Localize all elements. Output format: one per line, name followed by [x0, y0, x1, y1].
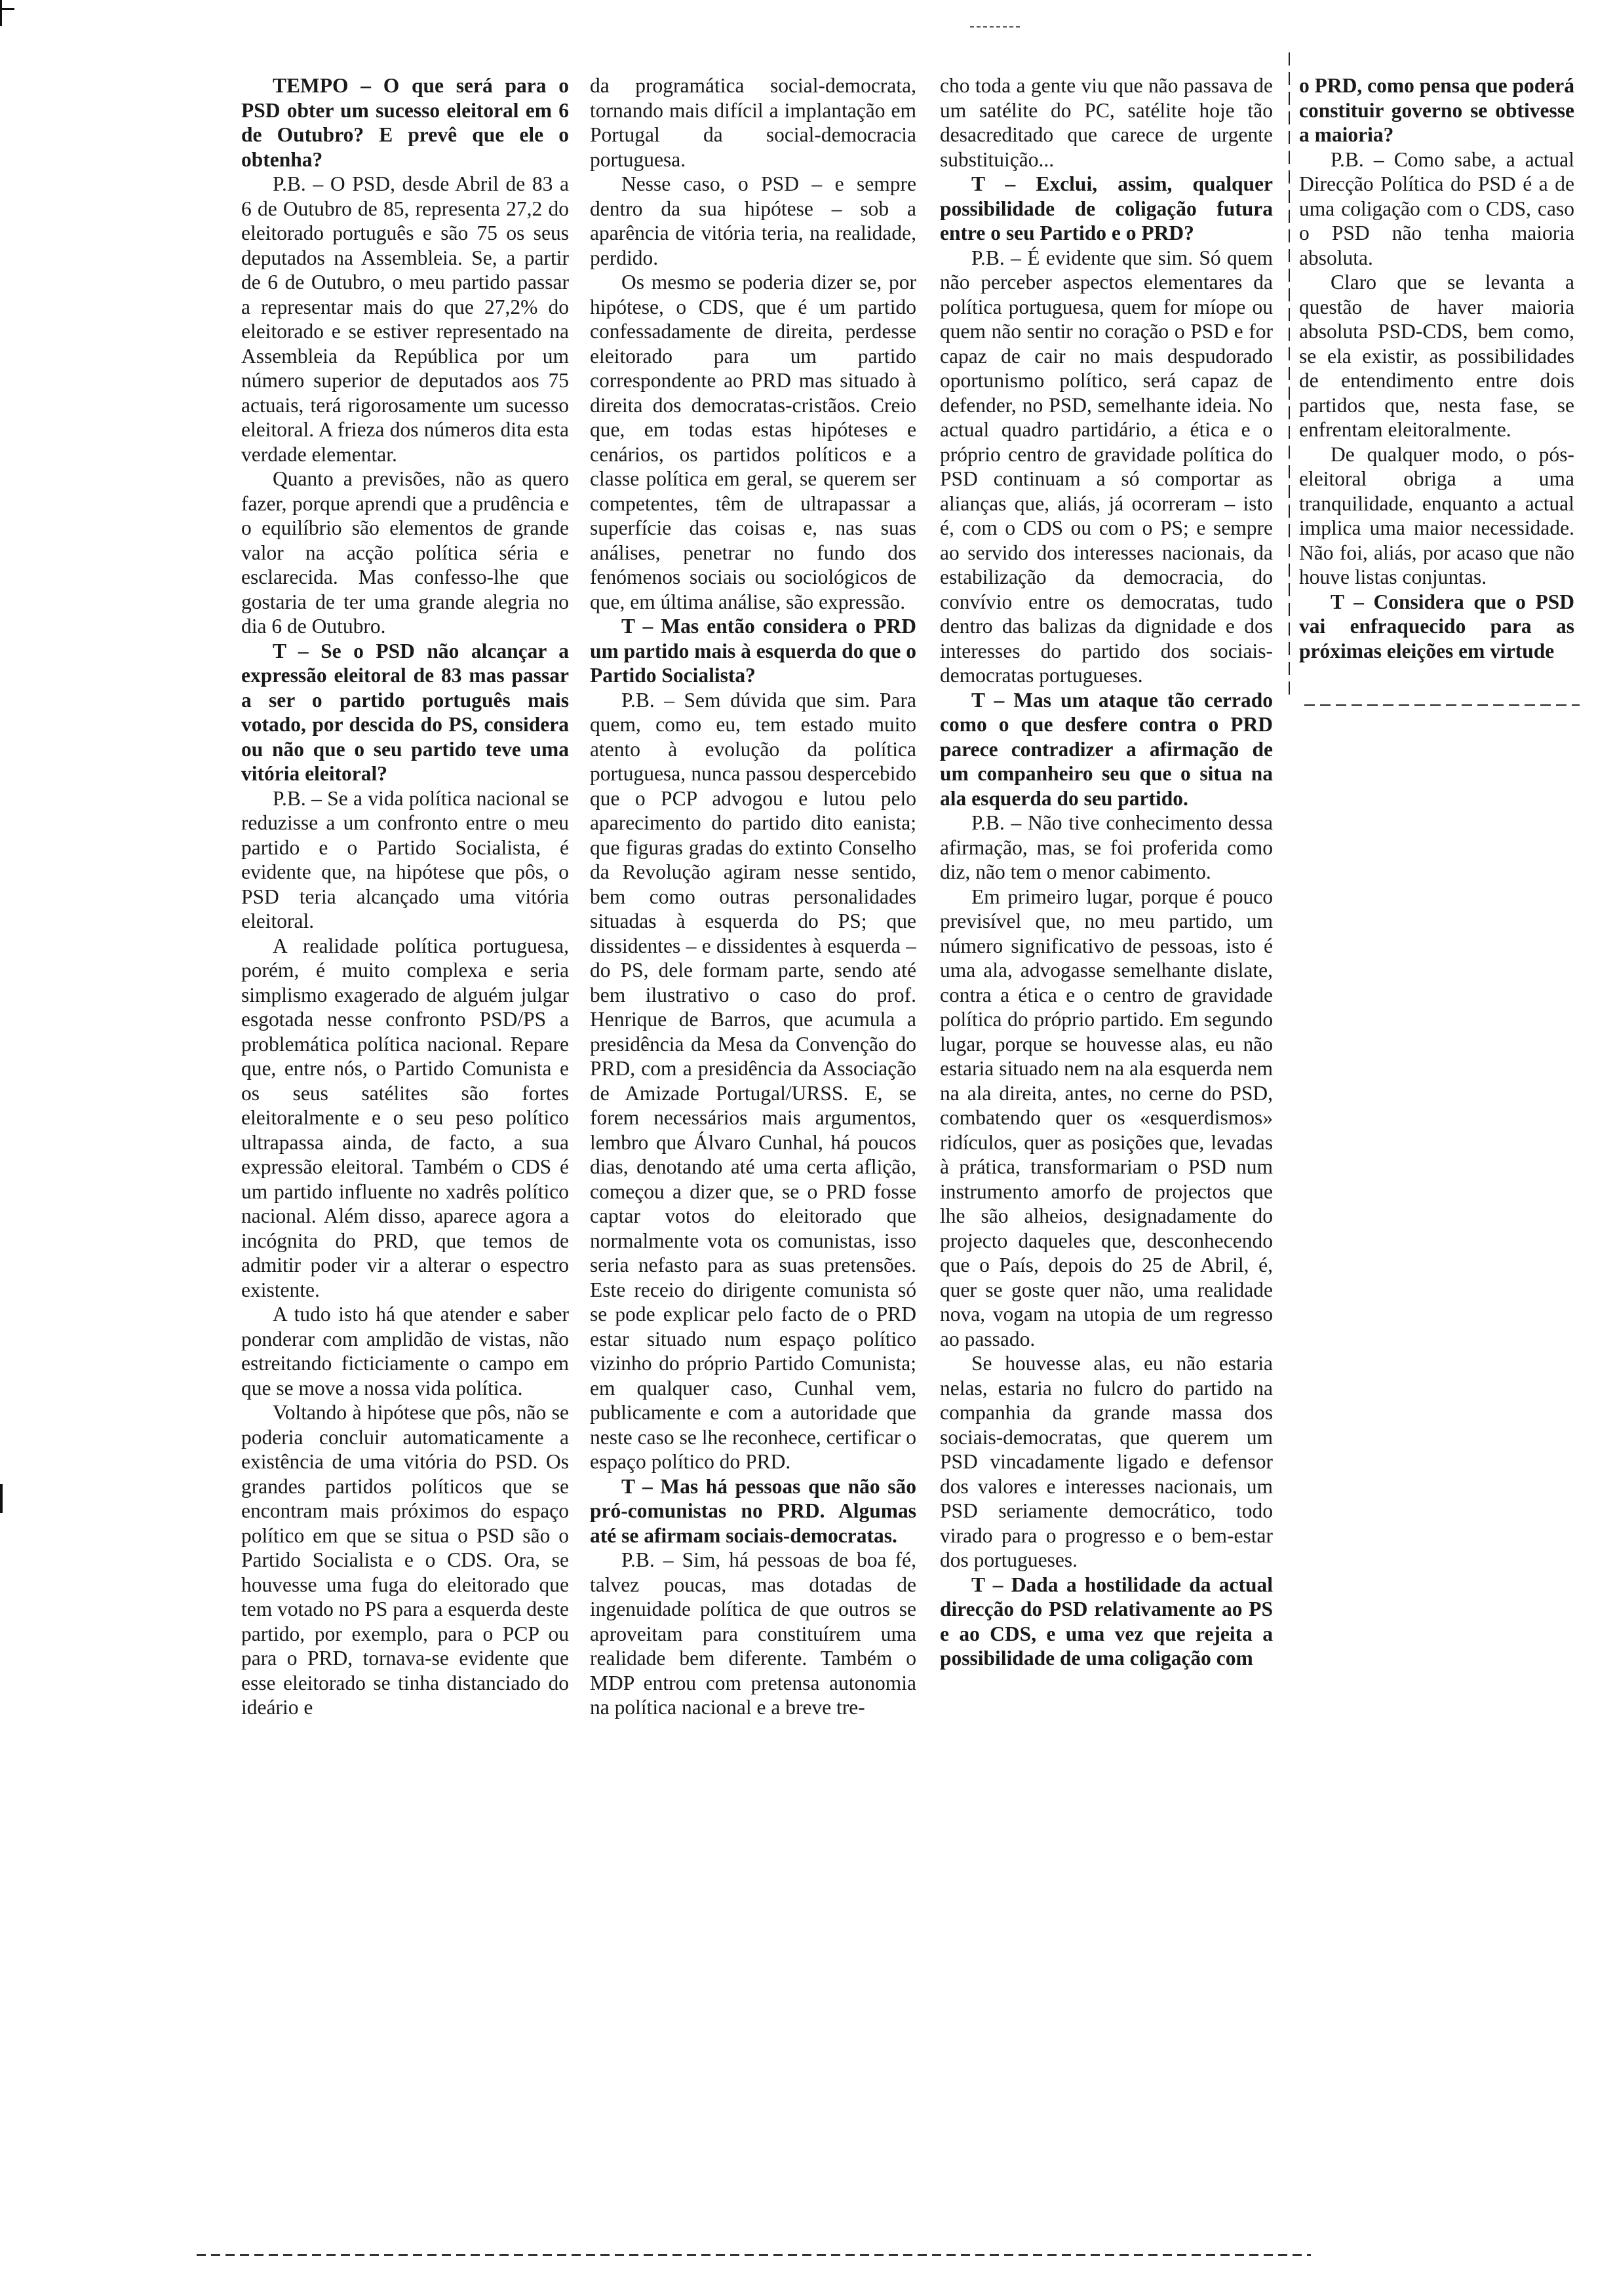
col2-paragraph-7: P.B. – Sim, há pessoas de boa fé, talvez poucas, mas dotadas de ingenuidade política de que outros se aproveitam para constituírem uma realidade bem diferente. Também o MDP entrou com pretensa autonomia na política nacional e a breve tre-	[590, 1548, 916, 1719]
col4-paragraph-5: T – Considera que o PSD vai enfraquecido para as próximas eleições em virtude	[1299, 590, 1574, 662]
scan-edge-mark-top	[0, 0, 2, 26]
col4-paragraph-1: o PRD, como pensa que poderá constituir governo se obtivesse a maioria?	[1299, 74, 1574, 146]
col2-paragraph-2: Nesse caso, o PSD – e sempre dentro da sua hipótese – sob a aparência de vitória teria, na realidade, perdido.	[590, 172, 916, 269]
scan-edge-mark-top-h	[0, 8, 14, 10]
column-3	[940, 73, 1273, 2229]
col2-paragraph-6: T – Mas há pessoas que não são pró-comunistas no PRD. Algumas até se afirmam sociais-democratas.	[590, 1474, 916, 1547]
col2-paragraph-4: T – Mas então considera o PRD um partido mais à esquerda do que o Partido Socialista?	[590, 615, 916, 687]
col2-paragraph-3: Os mesmo se poderia dizer se, por hipótese, o CDS, que é um partido confessadamente de direita, perdesse eleitorado para um partido correspondente ao PRD mas situado à direita dos democratas-cristãos. Creio que, em todas estas hipóteses e cenários, os partidos políticos e a classe política em geral, se querem ser competentes, têm de ultrapassar a superfície das coisas e, nas suas análises, penetrar no fundo dos fenómenos sociais ou sociológicos de que, em última análise, são expressão.	[590, 271, 916, 613]
col3-paragraph-5: P.B. – Não tive conhecimento dessa afirmação, mas, se foi proferida como diz, não tem o menor cabimento.	[940, 811, 1273, 883]
col2-paragraph-5: P.B. – Sem dúvida que sim. Para quem, como eu, tem estado muito atento à evolução da política portuguesa, nunca passou despercebido que o PCP advogou e lutou pelo aparecimento do partido dito eanista; que figuras gradas do extinto Conselho da Revolução agiram nesse sentido, bem como outras personalidades situadas à esquerda do PS; que dissidentes – e dissidentes à esquerda – do PS, dele formam parte, sendo até bem ilustrativo o caso do prof. Henrique de Barros, que acumula a presidência da Mesa da Convenção do PRD, com a presidência da Associação de Amizade Portugal/URSS. E, se forem necessários mais argumentos, lembro que Álvaro Cunhal, há poucos dias, denotando até uma certa aflição, começou a dizer que, se o PRD fosse captar votos do eleitorado que normalmente vota os comunistas, isso seria nefasto para as suas pretensões. Este receio do dirigente comunista só se pode explicar pelo facto de o PRD estar situado num espaço político vizinho do próprio Partido Comunista; em qualquer caso, Cunhal vem, publicamente e com a autoridade que neste caso se lhe reconhece, certificar o espaço político do PRD.	[590, 688, 916, 1473]
col1-paragraph-3: Quanto a previsões, não as quero fazer, porque aprendi que a prudência e o equilíbrio são elementos de grande valor na acção política séria e esclarecida. Mas confesso-lhe que gostaria de ter uma grande alegria no dia 6 de Outubro.	[241, 467, 569, 638]
col3-paragraph-3: P.B. – É evidente que sim. Só quem não perceber aspectos elementares da política portuguesa, quem for míope ou quem não sentir no coração o PSD e for capaz de cair no mais despudorado oportunismo político, será capaz de defender, no PSD, semelhante ideia. No actual quadro partidário, a ética e o próprio centro de gravidade política do PSD continuam a só comportar as alianças que, aliás, já ocorreram – isto é, com o CDS ou com o PS; e sempre ao servido dos interesses nacionais, da estabilização da democracia, do convívio entre os democratas, tudo dentro das balizas da dignidade e dos interesses do partido dos sociais-democratas portugueses.	[940, 246, 1273, 687]
col1-paragraph-7: A tudo isto há que atender e saber ponderar com amplidão de vistas, não estreitando ficticiamente o campo em que se move a nossa vida política.	[241, 1303, 569, 1400]
col4-paragraph-4: De qualquer modo, o pós-eleitoral obriga a uma tranquilidade, enquanto a actual implica uma maior necessidade. Não foi, aliás, por acaso que não houve listas conjuntas.	[1299, 442, 1574, 588]
col1-paragraph-5: P.B. – Se a vida política nacional se reduzisse a um confronto entre o meu partido e o Partido Socialista, é evidente que, na hipótese que pôs, o PSD teria alcançado uma vitória eleitoral.	[241, 786, 569, 932]
col1-paragraph-1: TEMPO – O que será para o PSD obter um sucesso eleitoral em 6 de Outubro? E prevê que ele o obtenha?	[241, 74, 569, 171]
col3-paragraph-4: T – Mas um ataque tão cerrado como o que desfere contra o PRD parece contradizer a afirmação de um companheiro seu que o situa na ala esquerda do seu partido.	[940, 688, 1273, 810]
column-4	[1299, 73, 1574, 716]
col4-paragraph-2: P.B. – Como sabe, a actual Direcção Política do PSD é a de uma coligação com o CDS, caso o PSD não tenha maioria absoluta.	[1299, 147, 1574, 269]
column-1	[241, 73, 569, 2164]
col3-paragraph-8: T – Dada a hostilidade da actual direcção do PSD relativamente ao PS e ao CDS, e uma vez que rejeita a possibilidade de uma coligação com	[940, 1573, 1273, 1670]
col4-paragraph-3: Claro que se levanta a questão de haver maioria absoluta PSD-CDS, bem como, se ela existir, as possibilidades de entendimento entre dois partidos que, nesta fase, se enfrentam eleitoralmente.	[1299, 271, 1574, 441]
col1-paragraph-4: T – Se o PSD não alcançar a expressão eleitoral de 83 mas passar a ser o partido português mais votado, por descida do PS, considera ou não que o seu partido teve uma vitória eleitoral?	[241, 639, 569, 785]
col3-paragraph-6: Em primeiro lugar, porque é pouco previsível que, no meu partido, um número significativo de pessoas, isto é uma ala, advogasse semelhante dislate, contra a ética e o centro de gravidade política do próprio partido. Em segundo lugar, porque se houvesse alas, eu não estaria situado nem na ala esquerda nem na ala direita, antes, no cerne do PSD, combatendo quer os «esquerdismos» ridículos, quer as posições que, levadas à prática, transformariam o PSD num instrumento amorfo de projectos que lhe são alheios, designadamente do projecto daqueles que, desconhecendo que o País, depois do 25 de Abril, é, quer se goste quer não, uma realidade nova, vogam na utopia de um regresso ao passado.	[940, 885, 1273, 1350]
col3-paragraph-2: T – Exclui, assim, qualquer possibilidade de coligação futura entre o seu Partido e o PRD?	[940, 172, 1273, 244]
col2-paragraph-1: da programática social-democrata, tornando mais difícil a implantação em Portugal da social-democracia portuguesa.	[590, 74, 916, 171]
col3-paragraph-1: cho toda a gente viu que não passava de um satélite do PC, satélite hoje tão desacreditado que carece de urgente substituição...	[940, 74, 1273, 171]
col1-paragraph-2: P.B. – O PSD, desde Abril de 83 a 6 de Outubro de 85, representa 27,2 do eleitorado português e são 75 os seus deputados na Assembleia. Se, a partir de 6 de Outubro, o meu partido passar a representar mais do que 27,2% do eleitorado e se estiver representado na Assembleia da República por um número superior de deputados aos 75 actuais, terá rigorosamente um sucesso eleitoral. A frieza dos números dita esta verdade elementar.	[241, 172, 569, 466]
col1-paragraph-8: Voltando à hipótese que pôs, não se poderia concluir automaticamente a existência de uma vitória do PSD. Os grandes partidos políticos que se encontram mais próximos do espaço político em que se situa o PSD são o Partido Socialista e o CDS. Ora, se houvesse uma fuga do eleitorado que tem votado no PS para a esquerda deste partido, por exemplo, para o PCP ou para o PRD, tornava-se evidente que esse eleitorado se tinha distanciado do ideário e	[241, 1401, 569, 1719]
column-2	[590, 73, 916, 2183]
column-4-bottom-rule	[1304, 704, 1580, 706]
column-4-dashed-border	[1289, 52, 1290, 701]
scan-edge-mark-left	[0, 1484, 3, 1513]
top-dotted-rule	[970, 26, 1022, 28]
col1-paragraph-6: A realidade política portuguesa, porém, é muito complexa e seria simplismo exagerado de alguém julgar esgotada nesse confronto PSD/PS a problemática política nacional. Repare que, entre nós, o Partido Comunista e os seus satélites são fortes eleitoralmente e o seu peso político ultrapassa ainda, de facto, a sua expressão eleitoral. Também o CDS é um partido influente no xadrês político nacional. Além disso, aparece agora a incógnita do PRD, que temos de admitir poder vir a alterar o espectro existente.	[241, 934, 569, 1301]
bottom-dotted-rule	[197, 2254, 1311, 2256]
col3-paragraph-7: Se houvesse alas, eu não estaria nelas, estaria no fulcro do partido na companhia da grande massa dos sociais-democratas, que querem um PSD vincadamente ligado e defensor dos valores e interesses nacionais, um PSD seriamente democrático, todo virado para o progresso e o bem-estar dos portugueses.	[940, 1352, 1273, 1571]
